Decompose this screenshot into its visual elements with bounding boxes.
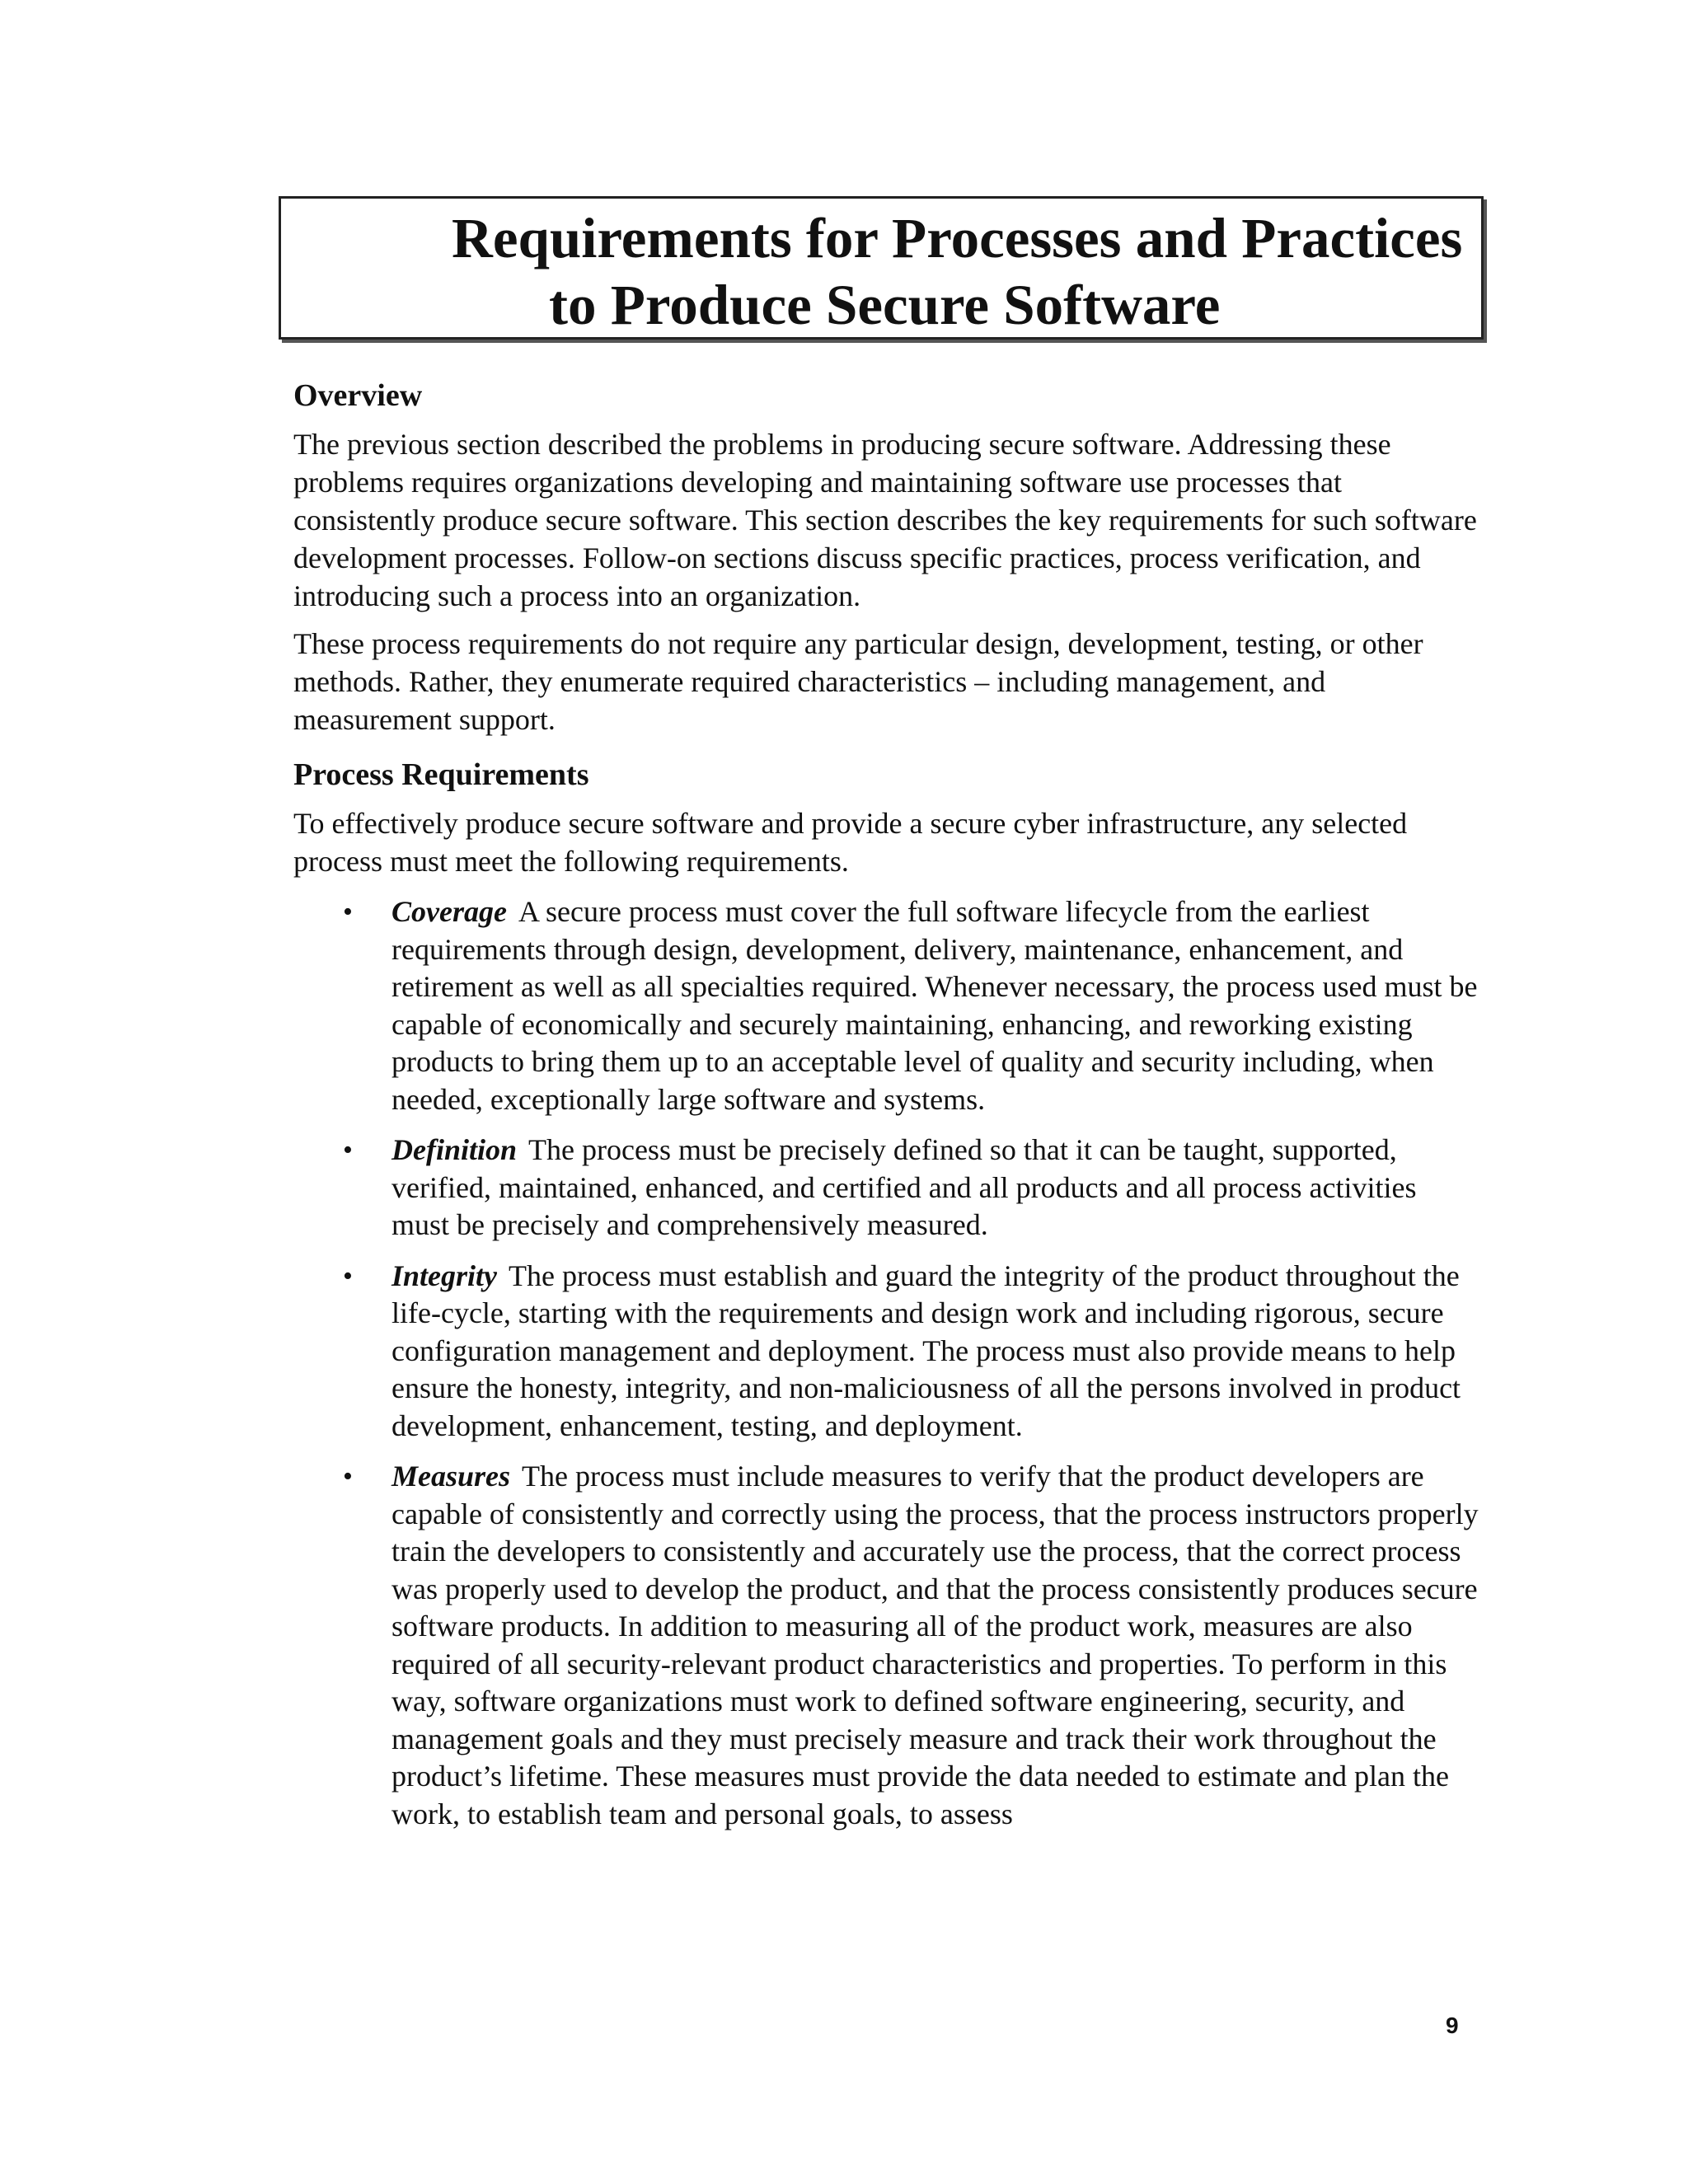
requirement-term: Definition [392, 1133, 518, 1166]
requirement-term: Integrity [392, 1258, 498, 1292]
bullet-icon: • [343, 1461, 353, 1492]
overview-paragraph-2: These process requirements do not require any particular design, development, testing, or other methods. Rather, they enumerate required characteristics – including management, and measurement support. [293, 627, 1423, 736]
page-title-line-2: to Produce Secure Software [549, 274, 1221, 336]
bullet-icon: • [343, 897, 353, 927]
list-item [293, 1132, 1480, 1244]
process-requirements-heading: Process Requirements [293, 757, 589, 792]
requirement-term: Coverage [392, 895, 507, 928]
requirement-text: A secure process must cover the full software lifecycle from the earliest requirements through design, development, delivery, maintenance, enhancement, and retirement as well as all specialties required. Whenever necessary, the process used must be capable of economically and securely maintaining, enhancing, and reworking existing products to bring them up to an acceptable level of quality and security including, when needed, exceptionally large software and systems. [392, 895, 1478, 1116]
requirement-text: The process must include measures to verify that the product developers are capable of consistently and correctly using the process, that the process instructors properly train the developers to consistently and accurately use the process, that the correct process was properly used to develop the product, and that the process consistently produces secure software products. In addition to measuring all of the product work, measures are also required of all security-relevant product characteristics and properties. To perform in this way, software organizations must work to defined software engineering, security, and management goals and they must precisely measure and track their work throughout the product’s lifetime. These measures must provide the data needed to estimate and plan the work, to establish team and personal goals, to assess [392, 1460, 1479, 1830]
list-item [293, 1258, 1480, 1446]
requirement-text: The process must be precisely defined so that it can be taught, supported, verified, maintained, enhanced, and certified and all products and all process activities must be precisely and comprehensively measured. [392, 1133, 1417, 1241]
page-number: 9 [1446, 2013, 1459, 2038]
bullet-icon: • [343, 1260, 353, 1291]
list-item [293, 1458, 1480, 1833]
process-requirements-intro: To effectively produce secure software and provide a secure cyber infrastructure, any selected process must meet the following requirements. [293, 807, 1408, 878]
requirement-text: The process must establish and guard the integrity of the product throughout the life-cycle, starting with the requirements and design work and including rigorous, secure configuration management and deployment. The process must also provide means to help ensure the honesty, integrity, and non-maliciousness of all the persons involved in product development, enhancement, testing, and deployment. [392, 1258, 1461, 1442]
list-item [293, 893, 1480, 1118]
requirements-list [293, 893, 1480, 1833]
requirement-term: Measures [392, 1460, 511, 1493]
document-body [293, 373, 1480, 1846]
title-box [279, 196, 1484, 340]
page-title-line-1: Requirements for Processes and Practices [452, 207, 1463, 269]
overview-heading: Overview [293, 378, 423, 413]
bullet-icon: • [343, 1135, 353, 1165]
overview-paragraph-1: The previous section described the problems in producing secure software. Addressing these problems requires organizations developing and maintaining software use processes that consistently produce secure software. This section describes the key requirements for such software development processes. Follow-on sections discuss specific practices, process verification, and introducing such a process into an organization. [293, 428, 1477, 612]
